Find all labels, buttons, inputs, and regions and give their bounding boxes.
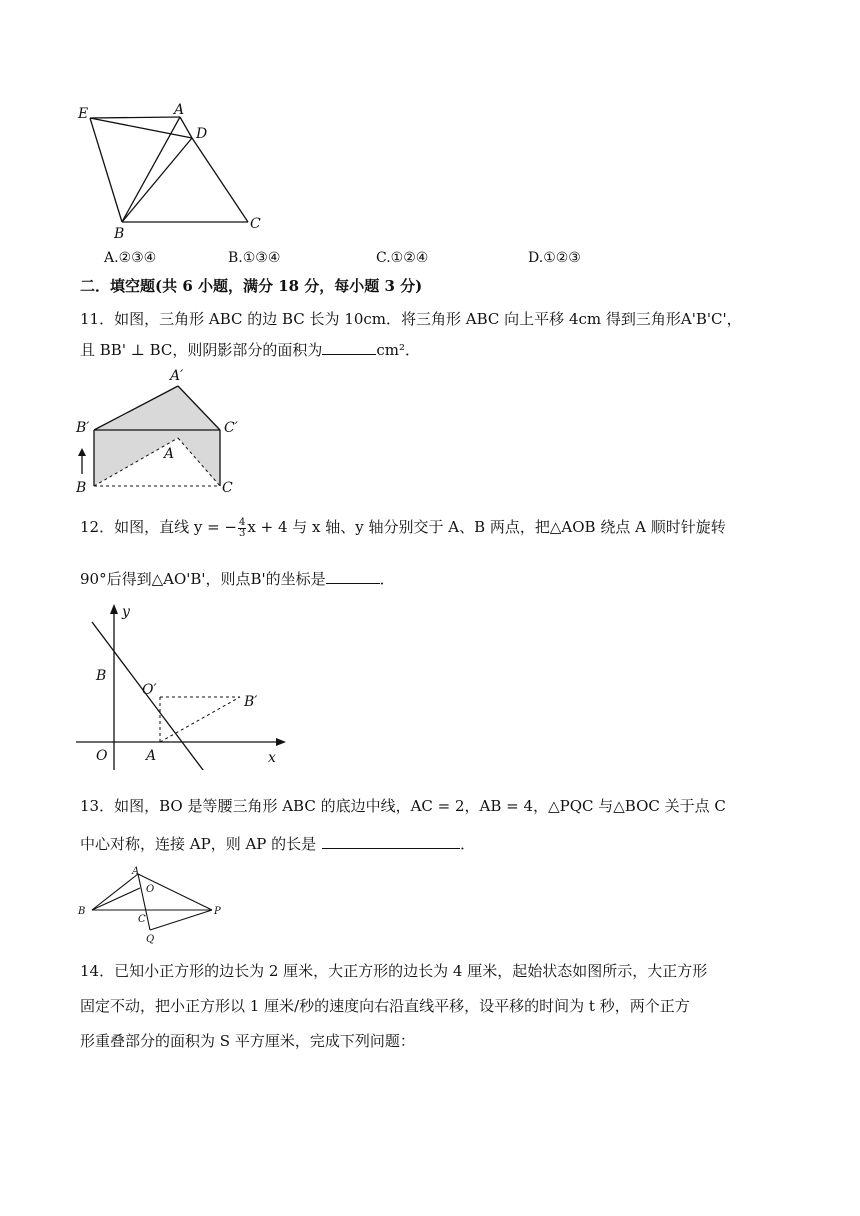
q11-label-b: B bbox=[76, 480, 87, 496]
q12-label-b1: B′ bbox=[244, 694, 258, 710]
option-a-letter: A. bbox=[104, 250, 119, 266]
option-d-value: ①②③ bbox=[543, 250, 581, 266]
q11-label-c1: C′ bbox=[224, 420, 238, 436]
option-c-letter: C. bbox=[376, 250, 391, 266]
q10-figure bbox=[70, 98, 270, 243]
option-a bbox=[104, 247, 156, 269]
option-c bbox=[376, 247, 428, 269]
q10-label-c: C bbox=[250, 216, 261, 232]
q13-line1: 13．如图，BO 是等腰三角形 ABC 的底边中线，AC = 2，AB = 4，△PQC 与△BOC 关于点 C bbox=[80, 797, 726, 815]
q14-line3: 形重叠部分的面积为 S 平方厘米，完成下列问题： bbox=[80, 1032, 415, 1050]
q12-label-o: O bbox=[96, 748, 108, 764]
q12-label-y: y bbox=[122, 604, 130, 620]
q12-label-o1: O′ bbox=[142, 682, 157, 698]
q12-line2-end: ． bbox=[379, 570, 395, 588]
q14-line2: 固定不动，把小正方形以 1 厘米/秒的速度向右沿直线平移，设平移的时间为 t 秒，两个正方 bbox=[80, 997, 690, 1015]
option-b-value: ①③④ bbox=[242, 250, 281, 266]
q11-unit: cm²． bbox=[376, 341, 421, 359]
q11-label-a: A bbox=[164, 446, 175, 462]
option-b bbox=[228, 247, 280, 269]
q12-figure bbox=[76, 596, 292, 770]
q10-label-a: A bbox=[174, 102, 185, 118]
q12-fraction bbox=[238, 518, 246, 539]
q11-label-a1: A′ bbox=[170, 368, 184, 384]
q12-frac-den: 3 bbox=[239, 527, 246, 539]
q14-line1: 14．已知小正方形的边长为 2 厘米，大正方形的边长为 4 厘米，起始状态如图所示，大正方形 bbox=[80, 962, 708, 980]
q12-line1-post: x + 4 与 x 轴、y 轴分别交于 A、B 两点，把△AOB 绕点 A 顺时针旋转 bbox=[247, 518, 726, 536]
q11-line2-text: 且 BB' ⊥ BC，则阴影部分的面积为 bbox=[80, 341, 323, 359]
q12-line1 bbox=[80, 516, 726, 539]
section-2-heading: 二．填空题(共 6 小题，满分 18 分，每小题 3 分) bbox=[80, 277, 423, 295]
option-c-value: ①②④ bbox=[390, 250, 429, 266]
option-a-value: ②③④ bbox=[118, 250, 157, 266]
q12-label-b: B bbox=[96, 668, 107, 684]
q13-label-c: C bbox=[138, 914, 146, 925]
q10-label-e: E bbox=[78, 106, 89, 122]
q13-line2-text: 中心对称，连接 AP，则 AP 的长是 bbox=[80, 835, 317, 853]
q11-line2 bbox=[80, 338, 420, 361]
option-d bbox=[528, 247, 581, 269]
q13-label-a: A bbox=[132, 866, 140, 877]
option-d-letter: D. bbox=[528, 250, 544, 266]
q12-answer-blank[interactable] bbox=[326, 567, 380, 584]
q11-line1: 11．如图，三角形 ABC 的边 BC 长为 10cm．将三角形 ABC 向上平移 4cm 得到三角形A'B'C'， bbox=[80, 310, 742, 328]
q12-label-x: x bbox=[268, 750, 276, 766]
q13-label-o: O bbox=[146, 884, 155, 895]
q13-line2-end: ． bbox=[460, 835, 476, 853]
q13-label-q: Q bbox=[146, 934, 155, 945]
q13-label-p: P bbox=[214, 906, 221, 917]
option-b-letter: B. bbox=[228, 250, 243, 266]
q11-label-c: C bbox=[222, 480, 233, 496]
q12-line1-pre: 12．如图，直线 y = − bbox=[80, 518, 238, 536]
q13-figure bbox=[74, 864, 234, 948]
q12-label-a: A bbox=[146, 748, 157, 764]
q12-line2 bbox=[80, 567, 395, 590]
q11-answer-blank[interactable] bbox=[322, 338, 376, 355]
q11-label-b1: B′ bbox=[76, 420, 90, 436]
q13-line2 bbox=[80, 832, 475, 855]
q10-label-d: D bbox=[196, 126, 208, 142]
q10-label-b: B bbox=[114, 226, 125, 242]
q12-line2-text: 90°后得到△AO'B'，则点B'的坐标是 bbox=[80, 570, 326, 588]
q12-frac-num: 4 bbox=[239, 516, 246, 528]
q13-answer-blank[interactable] bbox=[322, 832, 460, 849]
q11-figure bbox=[72, 364, 252, 500]
q13-label-b: B bbox=[78, 906, 86, 917]
